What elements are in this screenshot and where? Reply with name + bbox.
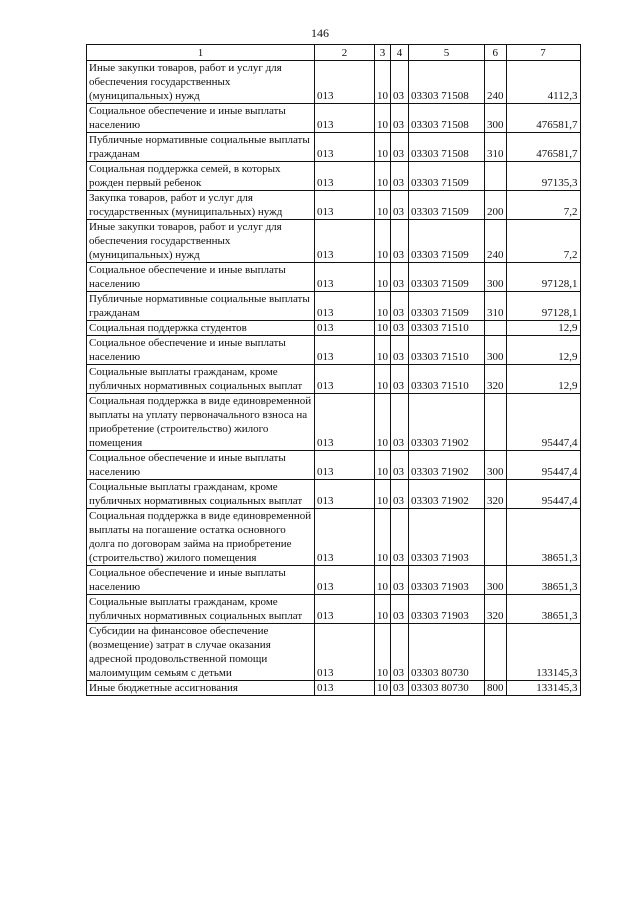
table-row <box>87 263 581 292</box>
row-code-section: 10 <box>375 336 391 365</box>
table-row <box>87 162 581 191</box>
row-code-section: 10 <box>375 480 391 509</box>
row-amount: 476581,7 <box>506 104 580 133</box>
row-code-section: 10 <box>375 624 391 681</box>
row-code-section: 10 <box>375 220 391 263</box>
row-code-expense-type: 310 <box>485 133 507 162</box>
column-header: 1 <box>87 45 315 61</box>
row-amount: 4112,3 <box>506 61 580 104</box>
row-name: Социальное обеспечение и иные выплаты населению <box>87 566 315 595</box>
row-amount: 97128,1 <box>506 292 580 321</box>
row-code-section: 10 <box>375 133 391 162</box>
row-code-admin: 013 <box>315 480 375 509</box>
column-header: 5 <box>409 45 485 61</box>
column-header: 4 <box>391 45 409 61</box>
row-code-subsection: 03 <box>391 480 409 509</box>
row-amount: 12,9 <box>506 336 580 365</box>
row-name: Социальная поддержка в виде единовременной выплаты на уплату первоначального взноса на приобретение (строительство) жилого помещения <box>87 394 315 451</box>
row-code-admin: 013 <box>315 451 375 480</box>
budget-table <box>86 44 581 696</box>
table-row <box>87 321 581 336</box>
row-code-target: 03303 71902 <box>409 451 485 480</box>
table-row <box>87 480 581 509</box>
table-row <box>87 191 581 220</box>
row-code-subsection: 03 <box>391 220 409 263</box>
row-code-section: 10 <box>375 681 391 696</box>
row-code-expense-type <box>485 624 507 681</box>
table-row <box>87 133 581 162</box>
row-amount: 12,9 <box>506 365 580 394</box>
row-name: Иные закупки товаров, работ и услуг для обеспечения государственных (муниципальных) нужд <box>87 220 315 263</box>
row-code-expense-type: 240 <box>485 220 507 263</box>
row-code-subsection: 03 <box>391 681 409 696</box>
row-code-section: 10 <box>375 321 391 336</box>
row-name: Социальное обеспечение и иные выплаты населению <box>87 451 315 480</box>
table-row <box>87 104 581 133</box>
row-name: Иные закупки товаров, работ и услуг для обеспечения государственных (муниципальных) нужд <box>87 61 315 104</box>
row-code-admin: 013 <box>315 365 375 394</box>
row-amount: 12,9 <box>506 321 580 336</box>
row-code-subsection: 03 <box>391 263 409 292</box>
row-code-target: 03303 71902 <box>409 394 485 451</box>
row-name: Публичные нормативные социальные выплаты гражданам <box>87 133 315 162</box>
row-amount: 95447,4 <box>506 394 580 451</box>
row-code-section: 10 <box>375 509 391 566</box>
page-number: 146 <box>311 26 329 40</box>
row-code-target: 03303 71510 <box>409 336 485 365</box>
row-amount: 476581,7 <box>506 133 580 162</box>
row-code-section: 10 <box>375 104 391 133</box>
column-header: 2 <box>315 45 375 61</box>
row-code-expense-type: 300 <box>485 104 507 133</box>
table-row <box>87 292 581 321</box>
row-code-expense-type <box>485 321 507 336</box>
table-row <box>87 451 581 480</box>
row-code-admin: 013 <box>315 509 375 566</box>
row-code-section: 10 <box>375 191 391 220</box>
row-code-target: 03303 71902 <box>409 480 485 509</box>
row-code-subsection: 03 <box>391 451 409 480</box>
row-amount: 7,2 <box>506 191 580 220</box>
row-code-expense-type <box>485 394 507 451</box>
row-code-section: 10 <box>375 595 391 624</box>
row-name: Социальное обеспечение и иные выплаты населению <box>87 263 315 292</box>
row-code-expense-type: 240 <box>485 61 507 104</box>
row-code-admin: 013 <box>315 292 375 321</box>
row-code-section: 10 <box>375 263 391 292</box>
row-code-subsection: 03 <box>391 624 409 681</box>
row-code-section: 10 <box>375 394 391 451</box>
row-code-admin: 013 <box>315 566 375 595</box>
row-code-admin: 013 <box>315 263 375 292</box>
row-name: Социальная поддержка семей, в которых рожден первый ребенок <box>87 162 315 191</box>
row-code-section: 10 <box>375 566 391 595</box>
row-amount: 95447,4 <box>506 480 580 509</box>
row-name: Социальное обеспечение и иные выплаты населению <box>87 336 315 365</box>
row-name: Социальные выплаты гражданам, кроме публичных нормативных социальных выплат <box>87 595 315 624</box>
row-code-expense-type <box>485 509 507 566</box>
row-code-target: 03303 71509 <box>409 292 485 321</box>
table-row <box>87 336 581 365</box>
table-row <box>87 394 581 451</box>
row-code-subsection: 03 <box>391 191 409 220</box>
row-name: Закупка товаров, работ и услуг для государственных (муниципальных) нужд <box>87 191 315 220</box>
row-code-target: 03303 71510 <box>409 365 485 394</box>
table-row <box>87 220 581 263</box>
row-code-expense-type: 800 <box>485 681 507 696</box>
row-code-subsection: 03 <box>391 61 409 104</box>
row-code-expense-type: 300 <box>485 451 507 480</box>
row-amount: 38651,3 <box>506 566 580 595</box>
row-code-admin: 013 <box>315 162 375 191</box>
row-code-section: 10 <box>375 292 391 321</box>
row-name: Социальная поддержка в виде единовременной выплаты на погашение остатка основного долга по договорам займа на приобретение (строительство) жилого помещения <box>87 509 315 566</box>
row-code-section: 10 <box>375 451 391 480</box>
table-row <box>87 566 581 595</box>
row-code-admin: 013 <box>315 624 375 681</box>
row-code-subsection: 03 <box>391 321 409 336</box>
row-code-admin: 013 <box>315 61 375 104</box>
row-code-target: 03303 71509 <box>409 162 485 191</box>
row-code-expense-type: 320 <box>485 365 507 394</box>
column-header: 7 <box>506 45 580 61</box>
row-code-target: 03303 71903 <box>409 595 485 624</box>
table-row <box>87 595 581 624</box>
column-header: 3 <box>375 45 391 61</box>
table-row <box>87 365 581 394</box>
row-code-subsection: 03 <box>391 292 409 321</box>
row-code-expense-type: 320 <box>485 595 507 624</box>
row-code-expense-type: 300 <box>485 336 507 365</box>
row-code-expense-type: 300 <box>485 566 507 595</box>
row-code-subsection: 03 <box>391 365 409 394</box>
row-name: Социальная поддержка студентов <box>87 321 315 336</box>
header-row <box>87 45 581 61</box>
row-name: Социальные выплаты гражданам, кроме публичных нормативных социальных выплат <box>87 480 315 509</box>
row-code-subsection: 03 <box>391 133 409 162</box>
row-code-admin: 013 <box>315 133 375 162</box>
row-name: Социальные выплаты гражданам, кроме публичных нормативных социальных выплат <box>87 365 315 394</box>
table-row <box>87 61 581 104</box>
row-code-target: 03303 71508 <box>409 104 485 133</box>
row-name: Публичные нормативные социальные выплаты гражданам <box>87 292 315 321</box>
row-code-target: 03303 71509 <box>409 263 485 292</box>
row-code-target: 03303 71509 <box>409 191 485 220</box>
row-code-expense-type: 300 <box>485 263 507 292</box>
row-amount: 7,2 <box>506 220 580 263</box>
row-amount: 97128,1 <box>506 263 580 292</box>
row-code-subsection: 03 <box>391 566 409 595</box>
row-code-subsection: 03 <box>391 336 409 365</box>
row-code-admin: 013 <box>315 595 375 624</box>
table-row <box>87 509 581 566</box>
row-code-admin: 013 <box>315 191 375 220</box>
row-amount: 133145,3 <box>506 681 580 696</box>
column-header: 6 <box>485 45 507 61</box>
row-code-admin: 013 <box>315 220 375 263</box>
row-code-expense-type: 310 <box>485 292 507 321</box>
row-code-target: 03303 71508 <box>409 61 485 104</box>
row-code-admin: 013 <box>315 321 375 336</box>
row-code-subsection: 03 <box>391 104 409 133</box>
row-code-section: 10 <box>375 162 391 191</box>
table-row <box>87 624 581 681</box>
row-code-target: 03303 71510 <box>409 321 485 336</box>
row-code-target: 03303 71508 <box>409 133 485 162</box>
row-name: Социальное обеспечение и иные выплаты населению <box>87 104 315 133</box>
row-code-section: 10 <box>375 365 391 394</box>
row-code-expense-type: 320 <box>485 480 507 509</box>
row-code-subsection: 03 <box>391 595 409 624</box>
row-code-target: 03303 71509 <box>409 220 485 263</box>
row-code-admin: 013 <box>315 104 375 133</box>
row-code-section: 10 <box>375 61 391 104</box>
row-code-target: 03303 71903 <box>409 566 485 595</box>
row-code-subsection: 03 <box>391 162 409 191</box>
row-code-admin: 013 <box>315 394 375 451</box>
row-name: Субсидии на финансовое обеспечение (возмещение) затрат в случае оказания адресной продовольственной помощи малоимущим семьям с детьми <box>87 624 315 681</box>
row-amount: 133145,3 <box>506 624 580 681</box>
row-code-target: 03303 80730 <box>409 681 485 696</box>
row-code-admin: 013 <box>315 336 375 365</box>
table-row <box>87 681 581 696</box>
row-code-subsection: 03 <box>391 394 409 451</box>
row-name: Иные бюджетные ассигнования <box>87 681 315 696</box>
row-code-expense-type: 200 <box>485 191 507 220</box>
row-code-expense-type <box>485 162 507 191</box>
row-amount: 97135,3 <box>506 162 580 191</box>
row-code-subsection: 03 <box>391 509 409 566</box>
row-amount: 38651,3 <box>506 509 580 566</box>
row-code-admin: 013 <box>315 681 375 696</box>
row-amount: 95447,4 <box>506 451 580 480</box>
row-amount: 38651,3 <box>506 595 580 624</box>
row-code-target: 03303 80730 <box>409 624 485 681</box>
row-code-target: 03303 71903 <box>409 509 485 566</box>
